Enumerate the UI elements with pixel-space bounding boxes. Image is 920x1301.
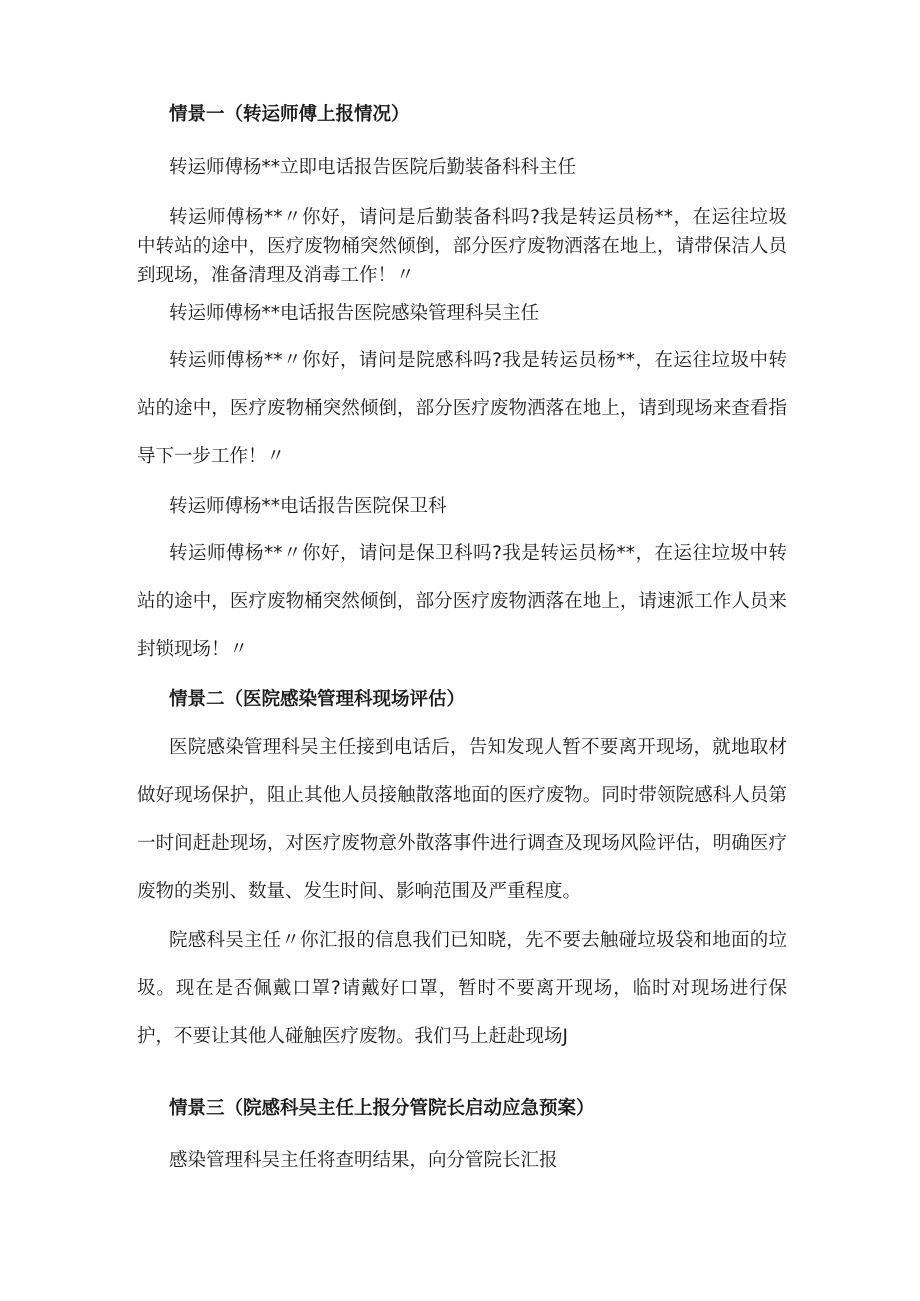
scenario-3-narrative: 感染管理科吴主任将查明结果，向分管院长汇报: [169, 1150, 558, 1171]
scenario-1-call-2-intro: 转运师傅杨**电话报告医院感染管理科吴主任: [169, 303, 540, 324]
scenario-1-call-3-intro: 转运师傅杨**电话报告医院保卫科: [169, 496, 447, 517]
scenario-2-heading: 情景二（医院感染管理科现场评估）: [169, 689, 466, 710]
scenario-2-dialogue: 院感科吴主任〃你汇报的信息我们已知晓，先不要去触碰垃圾袋和地面的垃圾。现在是否佩戴口罩?请戴好口罩，暂时不要离开现场，临时对现场进行保护，不要让其他人碰触医疗废物。我们马上赶赴现场J: [137, 930, 787, 1047]
scenario-1-call-3-text: 转运师傅杨**〃你好，请问是保卫科吗?我是转运员杨**，在运往垃圾中转站的途中，医疗废物桶突然倾倒，部分医疗废物洒落在地上，请速派工作人员来封锁现场！〃: [137, 543, 787, 660]
scenario-3-heading: 情景三（院感科吴主任上报分管院长启动应急预案）: [169, 1098, 595, 1119]
scenario-2-narrative: 医院感染管理科吴主任接到电话后，告知发现人暂不要离开现场，就地取材做好现场保护，阻止其他人员接触散落地面的医疗废物。同时带领院感科人员第一时间赶赴现场，对医疗废物意外散落事件进行调查及现场风险评估，明确医疗废物的类别、数量、发生时间、影响范围及严重程度。: [137, 737, 787, 902]
scenario-1-heading: 情景一（转运师傅上报情况）: [169, 104, 410, 125]
scenario-1-call-1-text: 转运师傅杨**〃你好，请问是后勤装备科吗?我是转运员杨**，在运往垃圾中转站的途中，医疗废物桶突然倾倒，部分医疗废物洒落在地上，请带保洁人员到现场，准备清理及消毒工作！〃: [137, 207, 787, 286]
scenario-1-call-2-text: 转运师傅杨**〃你好，请问是院感科吗?我是转运员杨**，在运往垃圾中转站的途中，医疗废物桶突然倾倒，部分医疗废物洒落在地上，请到现场来查看指导下一步工作！〃: [137, 350, 787, 467]
scenario-1-call-1-intro: 转运师傅杨**立即电话报告医院后勤装备科科主任: [169, 157, 577, 178]
